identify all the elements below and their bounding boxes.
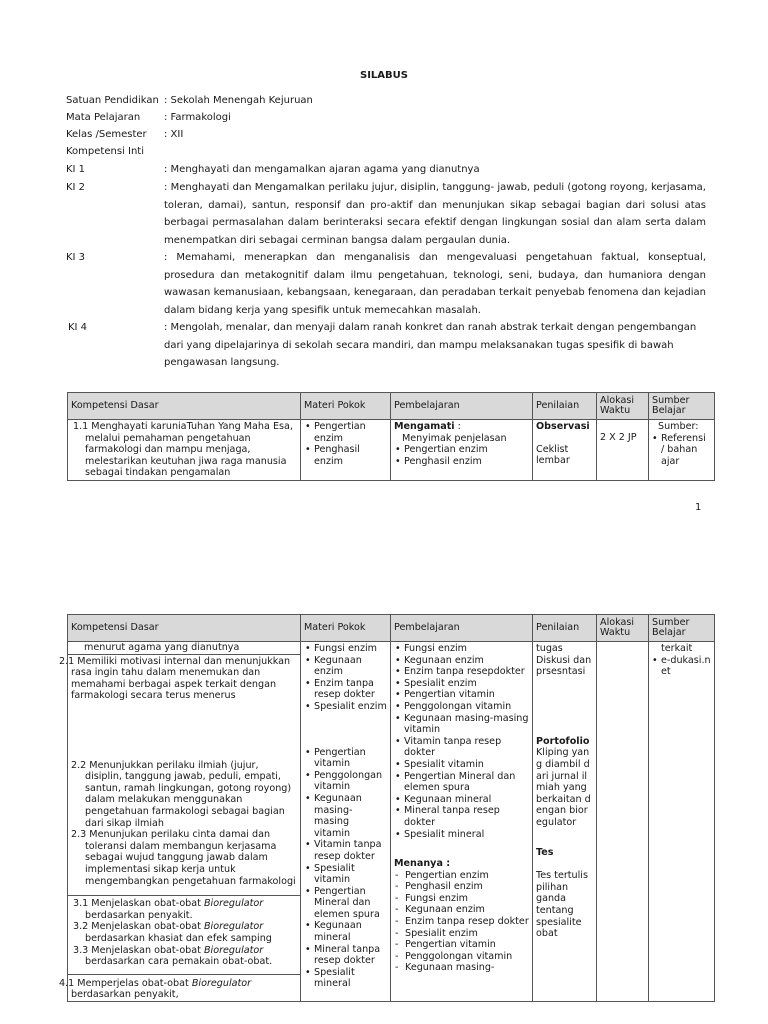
list-item: • Fungsi enzim	[314, 643, 387, 655]
kd-4-1: 4.1 Memperjelas obat-obat Bioregulator berdasarkan penyakit,	[59, 977, 252, 1001]
page-number: 1	[695, 502, 702, 513]
list-item: • Pengertian enzim	[404, 444, 529, 456]
list-item: • Kegunaan masing-masing vitamin	[404, 713, 529, 736]
list-item: • Kegunaan masing-masing vitamin	[314, 793, 387, 839]
cell-pembelajaran	[391, 642, 533, 1002]
cell-sumber-belajar: terkait • e-dukasi.net	[649, 642, 715, 1002]
cell-alokasi-waktu: 2 X 2 JP	[597, 420, 649, 481]
table-row	[68, 642, 715, 1002]
ki-3: KI 3 : Memahami, menerapkan dan menganalisis dan mengevaluasi pengetahuan faktual, konseptual, prosedura dan metakognitif dalam ilmu pengetahuan, teknologi, seni, budaya, dan humaniora dengan wawasan kemanusiaan, kebangsaan, kenegaraan, dan peradaban terkait penyebab fenomena dan kejadian dalam bidang kerja yang spesifik untuk memecahkan masalah.	[66, 252, 706, 316]
document-title: SILABUS	[360, 70, 408, 81]
list-item: • Penggolongan vitamin	[314, 770, 387, 793]
header-pembelajaran: Pembelajaran	[391, 393, 533, 420]
list-item: • Vitamin tanpa resep dokter	[404, 736, 529, 759]
list-item: • Kegunaan mineral	[404, 794, 529, 806]
list-item: • Vitamin tanpa resep dokter	[314, 839, 387, 862]
header-materi-pokok: Materi Pokok	[301, 615, 391, 642]
cell-sumber-belajar: Sumber: • Referensi / bahan ajar	[649, 420, 715, 481]
header-kompetensi-dasar: Kompetensi Dasar	[68, 393, 301, 420]
list-item: • Spesialit mineral	[404, 829, 529, 841]
list-item: - Pengertian enzim	[405, 870, 529, 882]
list-item: • Fungsi enzim	[404, 643, 529, 655]
tes-heading: Tes	[536, 846, 554, 858]
list-item: • Pengertian Mineral dan elemen spura	[314, 886, 387, 921]
list-item: • Kegunaan mineral	[314, 920, 387, 943]
list-item: • Spesialit enzim	[404, 678, 529, 690]
table-header-row	[68, 615, 715, 642]
portofolio-heading: Portofolio	[536, 735, 590, 747]
meta-satuan-pendidikan: Satuan Pendidikan : Sekolah Menengah Kejuruan	[66, 95, 313, 106]
list-item: • e-dukasi.net	[661, 655, 711, 678]
list-item: • Pengertian Mineral dan elemen spura	[404, 771, 529, 794]
header-pembelajaran: Pembelajaran	[391, 615, 533, 642]
header-materi-pokok: Materi Pokok	[301, 393, 391, 420]
ki-1: KI 1 : Menghayati dan mengamalkan ajaran agama yang dianutnya	[66, 164, 480, 175]
ki-2: KI 2 : Menghayati dan Mengamalkan perilaku jujur, disiplin, tanggung- jawab, peduli (gotong royong, kerjasama, toleran, damai), santun, responsif dan pro-aktif dan menunjukan sikap sebagai bagian dari solusi atas berbagai permasalahan dalam berinteraksi secara efektif dengan lingkungan sosial dan alam serta dalam menempatkan diri sebagai cerminan bangsa dalam pergaulan dunia.	[66, 182, 706, 246]
list-item: • Enzim tanpa resep dokter	[314, 678, 387, 701]
menanya-heading: Menanya :	[394, 858, 451, 870]
header-penilaian: Penilaian	[533, 393, 597, 420]
list-item: • Pengertian vitamin	[404, 689, 529, 701]
cell-kompetensi-dasar: menurut agama yang dianutnya 2.1 Memiliki motivasi internal dan menunjukkan rasa ingin tahu dalam menemukan dan memahami berbagai aspek terkait dengan farmakologi secara terus menerus 2.2 Menunjukkan perilaku ilmiah (jujur, disiplin, tanggung jawab, peduli, empati, santun, ramah lingkungan, gotong royong) dalam melakukan menggunakan pengetahuan farmakologi sebagai bagian dari sikap ilmiah 2.3 Menunjukan perilaku cinta damai dan toleransi dalam membangun kerjasama sebagai wujud tanggung jawab dalam implementasi sikap kerja untuk mengembangkan pengetahuan farmakologi 3.1 Menjelaskan obat-obat Bioregulator berdasarkan penyakit. 3.2 Menjelaskan obat-obat Bioregulator berdasarkan khasiat dan efek samping 3.3 Menjelaskan obat-obat Bioregulator berdasarkan cara pemakain obat-obat. 4.1 Memperjelas obat-obat Bioregulator berdasarkan penyakit,	[68, 642, 301, 1002]
kd-3-group: 3.1 Menjelaskan obat-obat Bioregulator berdasarkan penyakit. 3.2 Menjelaskan obat-obat Bioregulator berdasarkan khasiat dan efek samping 3.3 Menjelaskan obat-obat Bioregulator berdasarkan cara pemakain obat-obat.	[68, 896, 300, 975]
table-header-row	[68, 393, 715, 420]
list-item: - Penggolongan vitamin	[405, 951, 529, 963]
list-item: • Kegunaan enzim	[314, 655, 387, 678]
list-item: • Spesialit mineral	[314, 967, 387, 990]
list-item: • Pengertian vitamin	[314, 747, 387, 770]
list-item: - Pengertian vitamin	[405, 939, 529, 951]
list-item: - Enzim tanpa resep dokter	[405, 916, 529, 928]
cell-kompetensi-dasar: 1.1 Menghayati karuniaTuhan Yang Maha Esa, melalui pemahaman pengetahuan farmakologi dan mampu menjaga, melestarikan keutuhan jiwa raga manusia sebagai tindakan pengamalan	[68, 420, 301, 481]
list-item: • Spesialit vitamin	[404, 759, 529, 771]
header-alokasi-waktu: Alokasi Waktu	[597, 393, 649, 420]
cell-materi-pokok	[301, 642, 391, 1002]
list-item: • Referensi / bahan ajar	[661, 433, 711, 468]
cell-pembelajaran: Mengamati : Menyimak penjelasan • Pengertian enzim • Penghasil enzim	[391, 420, 533, 481]
table-row	[68, 420, 715, 481]
syllabus-table-page-1	[67, 392, 715, 481]
cell-materi-pokok	[301, 420, 391, 481]
list-item: • Kegunaan enzim	[404, 655, 529, 667]
list-item: - Penghasil enzim	[405, 881, 529, 893]
list-item: - Kegunaan masing-	[405, 962, 529, 974]
meta-mata-pelajaran: Mata Pelajaran : Farmakologi	[66, 112, 231, 123]
list-item: • Pengertian enzim	[314, 421, 387, 444]
header-alokasi-waktu: Alokasi Waktu	[597, 615, 649, 642]
list-item: • Spesialit vitamin	[314, 863, 387, 886]
syllabus-table-page-2	[59, 614, 715, 1002]
list-item: • Penggolongan vitamin	[404, 701, 529, 713]
cell-penilaian: tugas Diskusi dan prsesntasi Portofolio Kliping yang diambil dari jurnal ilmiah yang berkaitan dengan bioregulator Tes Tes tertulis pilihan ganda tentang spesialite obat	[533, 642, 597, 1002]
list-item: • Mineral tanpa resep dokter	[314, 944, 387, 967]
meta-kelas-semester: Kelas /Semester : XII	[66, 129, 184, 140]
list-item: • Penghasil enzim	[404, 456, 529, 468]
header-sumber-belajar: Sumber Belajar	[649, 615, 715, 642]
header-kompetensi-dasar: Kompetensi Dasar	[68, 615, 301, 642]
header-sumber-belajar: Sumber Belajar	[649, 393, 715, 420]
meta-kompetensi-inti: Kompetensi Inti	[66, 146, 144, 157]
list-item: • Spesialit enzim	[314, 701, 387, 713]
list-item: • Enzim tanpa resepdokter	[404, 666, 529, 678]
list-item: • Mineral tanpa resep dokter	[404, 805, 529, 828]
list-item: - Fungsi enzim	[405, 893, 529, 905]
cell-penilaian: Observasi Ceklist lembar	[533, 420, 597, 481]
header-penilaian: Penilaian	[533, 615, 597, 642]
cell-alokasi-waktu	[597, 642, 649, 1002]
list-item: - Spesialit enzim	[405, 928, 529, 940]
list-item: - Kegunaan enzim	[405, 904, 529, 916]
ki-4: KI 4 : Mengolah, menalar, dan menyaji dalam ranah konkret dan ranah abstrak terkait dengan pengembangan dari yang dipelajarinya di sekolah secara mandiri, dan mampu melaksanakan tugas spesifik di bawah pengawasan langsung.	[68, 322, 697, 368]
list-item: • Penghasil enzim	[314, 444, 387, 467]
